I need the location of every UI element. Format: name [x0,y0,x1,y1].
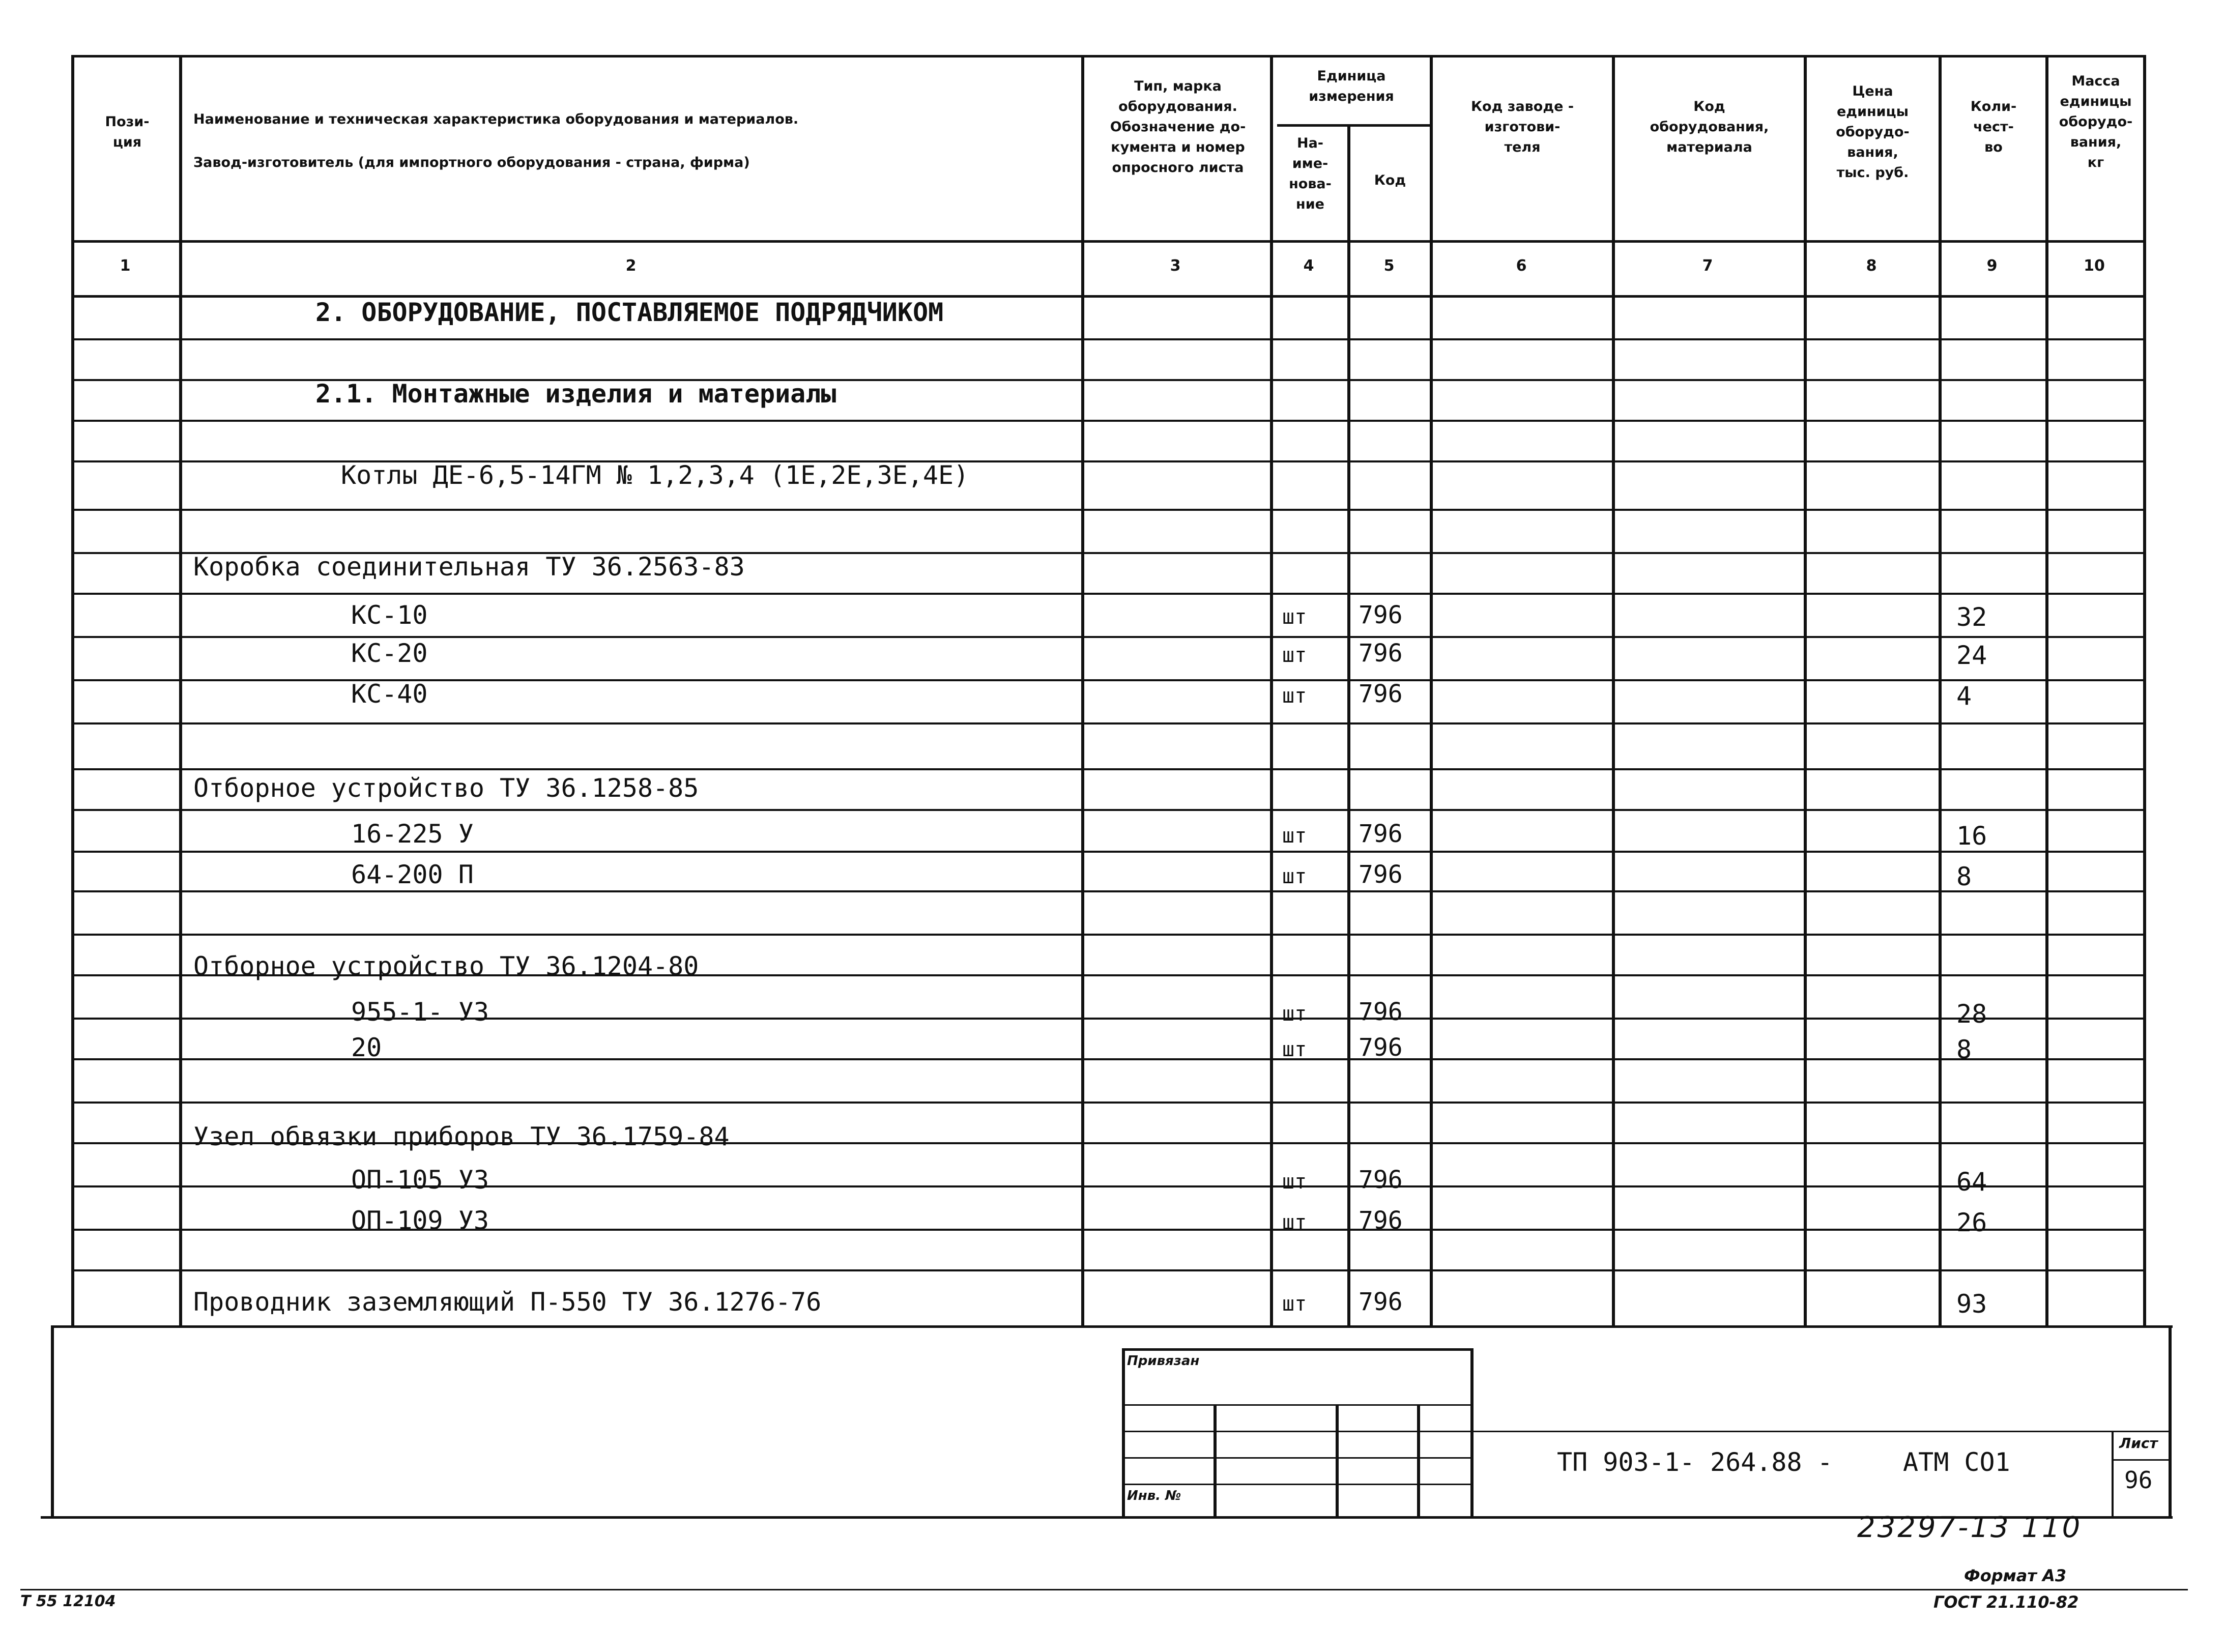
col-line-10 [2143,55,2146,1327]
row-unit: шт [1282,1002,1307,1026]
privyazan-box-right [1470,1348,1474,1517]
row-line [71,420,2146,422]
header-mass: Масса единицы оборудо- вания, кг [2059,73,2133,170]
header-unit-code: Код [1374,172,1406,188]
header-price: Цена единицы оборудо- вания, тыс. руб. [1836,83,1910,181]
privyazan-row-3 [1122,1457,1473,1459]
header-name-line2: Завод-изготовитель (для импортного оборудования - страна, фирма) [193,155,750,170]
row-quantity: 4 [1956,681,1972,711]
row-unit: шт [1282,684,1307,708]
row-unit: шт [1282,1038,1307,1061]
row-line [71,636,2146,638]
row-unit: шт [1282,865,1307,888]
row-name: Узел обвязки приборов ТУ 36.1759-84 [193,1122,730,1151]
document-code: ТП 903-1- 264.88 - [1557,1447,1833,1477]
doc-code-top-line [1470,1431,2170,1432]
row-line [71,1102,2146,1104]
header-unit-name: На- име- нова- ние [1289,135,1332,212]
header-unit-group: Единица измерения [1309,68,1394,104]
footer-left-code: Т 55 12104 [20,1592,116,1610]
col-number-1: 1 [120,257,131,275]
row-name: ОП-105 У3 [351,1165,489,1195]
unit-group-divider [1277,124,1430,127]
table-top-border [71,55,2146,57]
row-unit-code: 796 [1359,1206,1403,1235]
row-line [71,509,2146,511]
header-bottom-border [71,240,2146,243]
privyazan-col-b [1336,1404,1339,1517]
table-bottom-border [51,1325,2173,1328]
row-unit-code: 796 [1359,820,1403,848]
sheet-box-divider [2112,1459,2170,1461]
sheet-number: 96 [2124,1466,2153,1494]
row-unit-code: 796 [1359,601,1403,629]
row-line [71,1058,2146,1060]
row-quantity: 64 [1956,1167,1987,1197]
row-name: КС-40 [351,679,428,709]
row-unit-code: 796 [1359,639,1403,668]
header-position: Пози- ция [105,114,150,150]
document-section: АТМ СО1 [1903,1447,2010,1477]
row-unit-code: 796 [1359,680,1403,708]
row-line [71,809,2146,811]
col-line-6 [1612,55,1615,1327]
row-name: 2. ОБОРУДОВАНИЕ, ПОСТАВЛЯЕМОЕ ПОДРЯДЧИКОМ [315,298,944,327]
row-name: Котлы ДЕ-6,5-14ГМ № 1,2,3,4 (1Е,2Е,3Е,4Е) [341,460,969,490]
row-line [71,851,2146,853]
gost-label: ГОСТ 21.110-82 [1933,1592,2079,1612]
row-name: КС-10 [351,600,428,630]
row-quantity: 8 [1956,862,1972,891]
row-name: ОП-109 У3 [351,1206,489,1235]
col-line-1 [179,55,182,1327]
header-name-line1: Наименование и техническая характеристика оборудования и материалов. [193,111,799,127]
row-unit: шт [1282,605,1307,629]
col-number-9: 9 [1986,257,1998,275]
row-name: 2.1. Монтажные изделия и материалы [315,379,836,409]
header-quantity: Коли- чест- во [1970,99,2017,155]
row-name: Отборное устройство ТУ 36.1258-85 [193,773,699,803]
row-line [71,338,2146,340]
row-unit: шт [1282,644,1307,667]
row-unit-code: 796 [1359,860,1403,889]
privyazan-row-2 [1122,1431,1473,1432]
col-line-8 [1939,55,1942,1327]
row-line [71,934,2146,936]
row-line [71,890,2146,892]
col-number-6: 6 [1516,257,1527,275]
row-unit-code: 796 [1359,1288,1403,1316]
header-type: Тип, марка оборудования. Обозначение до- кумента и номер опросного листа [1110,78,1246,176]
privyazan-col-c [1417,1404,1420,1517]
archive-number: 23297-13 110 [1857,1511,2083,1544]
row-unit: шт [1282,1211,1307,1234]
col-number-3: 3 [1170,257,1181,275]
col-line-5 [1430,55,1433,1327]
row-name: Отборное устройство ТУ 36.1204-80 [193,951,699,981]
header-equipment-code: Код оборудования, материала [1650,99,1769,155]
col-line-9 [2045,55,2048,1327]
inventory-number-label: Инв. № [1127,1488,1181,1503]
row-unit-code: 796 [1359,1166,1403,1194]
row-name: КС-20 [351,639,428,668]
footer-line [20,1589,2188,1590]
row-unit: шт [1282,1170,1307,1194]
row-quantity: 24 [1956,641,1987,670]
row-unit: шт [1282,1292,1307,1316]
col-number-10: 10 [2084,257,2105,275]
privyazan-label: Привязан [1127,1353,1200,1369]
privyazan-box-left [1122,1348,1125,1517]
row-name: 20 [351,1033,382,1062]
row-quantity: 32 [1956,602,1987,632]
col-line-0 [71,55,74,1327]
col-line-2 [1081,55,1084,1327]
row-unit: шт [1282,824,1307,848]
header-manufacturer-code: Код заводе - изготови- теля [1470,99,1574,155]
row-line [71,768,2146,770]
row-name: 16-225 У [351,819,474,849]
row-name: 64-200 П [351,860,474,889]
row-quantity: 93 [1956,1289,1987,1319]
col-line-3 [1270,55,1273,1327]
row-quantity: 26 [1956,1208,1987,1237]
row-quantity: 28 [1956,999,1987,1029]
stamp-bottom-border [41,1516,2173,1519]
col-line-4 [1347,124,1350,1327]
row-name: Проводник заземляющий П-550 ТУ 36.1276-76 [193,1287,822,1317]
row-quantity: 8 [1956,1035,1972,1064]
row-name: 955-1- У3 [351,997,489,1027]
stamp-right-border [2169,1325,2172,1519]
privyazan-box-top [1122,1348,1473,1351]
sheet-box-left [2112,1431,2114,1517]
col-number-5: 5 [1383,257,1395,275]
row-unit-code: 796 [1359,998,1403,1026]
format-label: Формат А3 [1964,1566,2067,1585]
row-quantity: 16 [1956,821,1987,851]
row-unit-code: 796 [1359,1033,1403,1062]
privyazan-col-a [1214,1404,1217,1517]
stamp-left-border [51,1325,54,1519]
sheet-label: Лист [2119,1435,2158,1452]
privyazan-row-4 [1122,1484,1473,1485]
row-name: Коробка соединительная ТУ 36.2563-83 [193,552,745,582]
col-number-4: 4 [1303,257,1314,275]
row-line [71,593,2146,595]
col-line-7 [1804,55,1807,1327]
col-number-8: 8 [1866,257,1877,275]
row-line [71,1269,2146,1271]
col-number-2: 2 [625,257,637,275]
col-number-7: 7 [1702,257,1713,275]
row-line [71,722,2146,724]
privyazan-row-1 [1122,1404,1473,1406]
